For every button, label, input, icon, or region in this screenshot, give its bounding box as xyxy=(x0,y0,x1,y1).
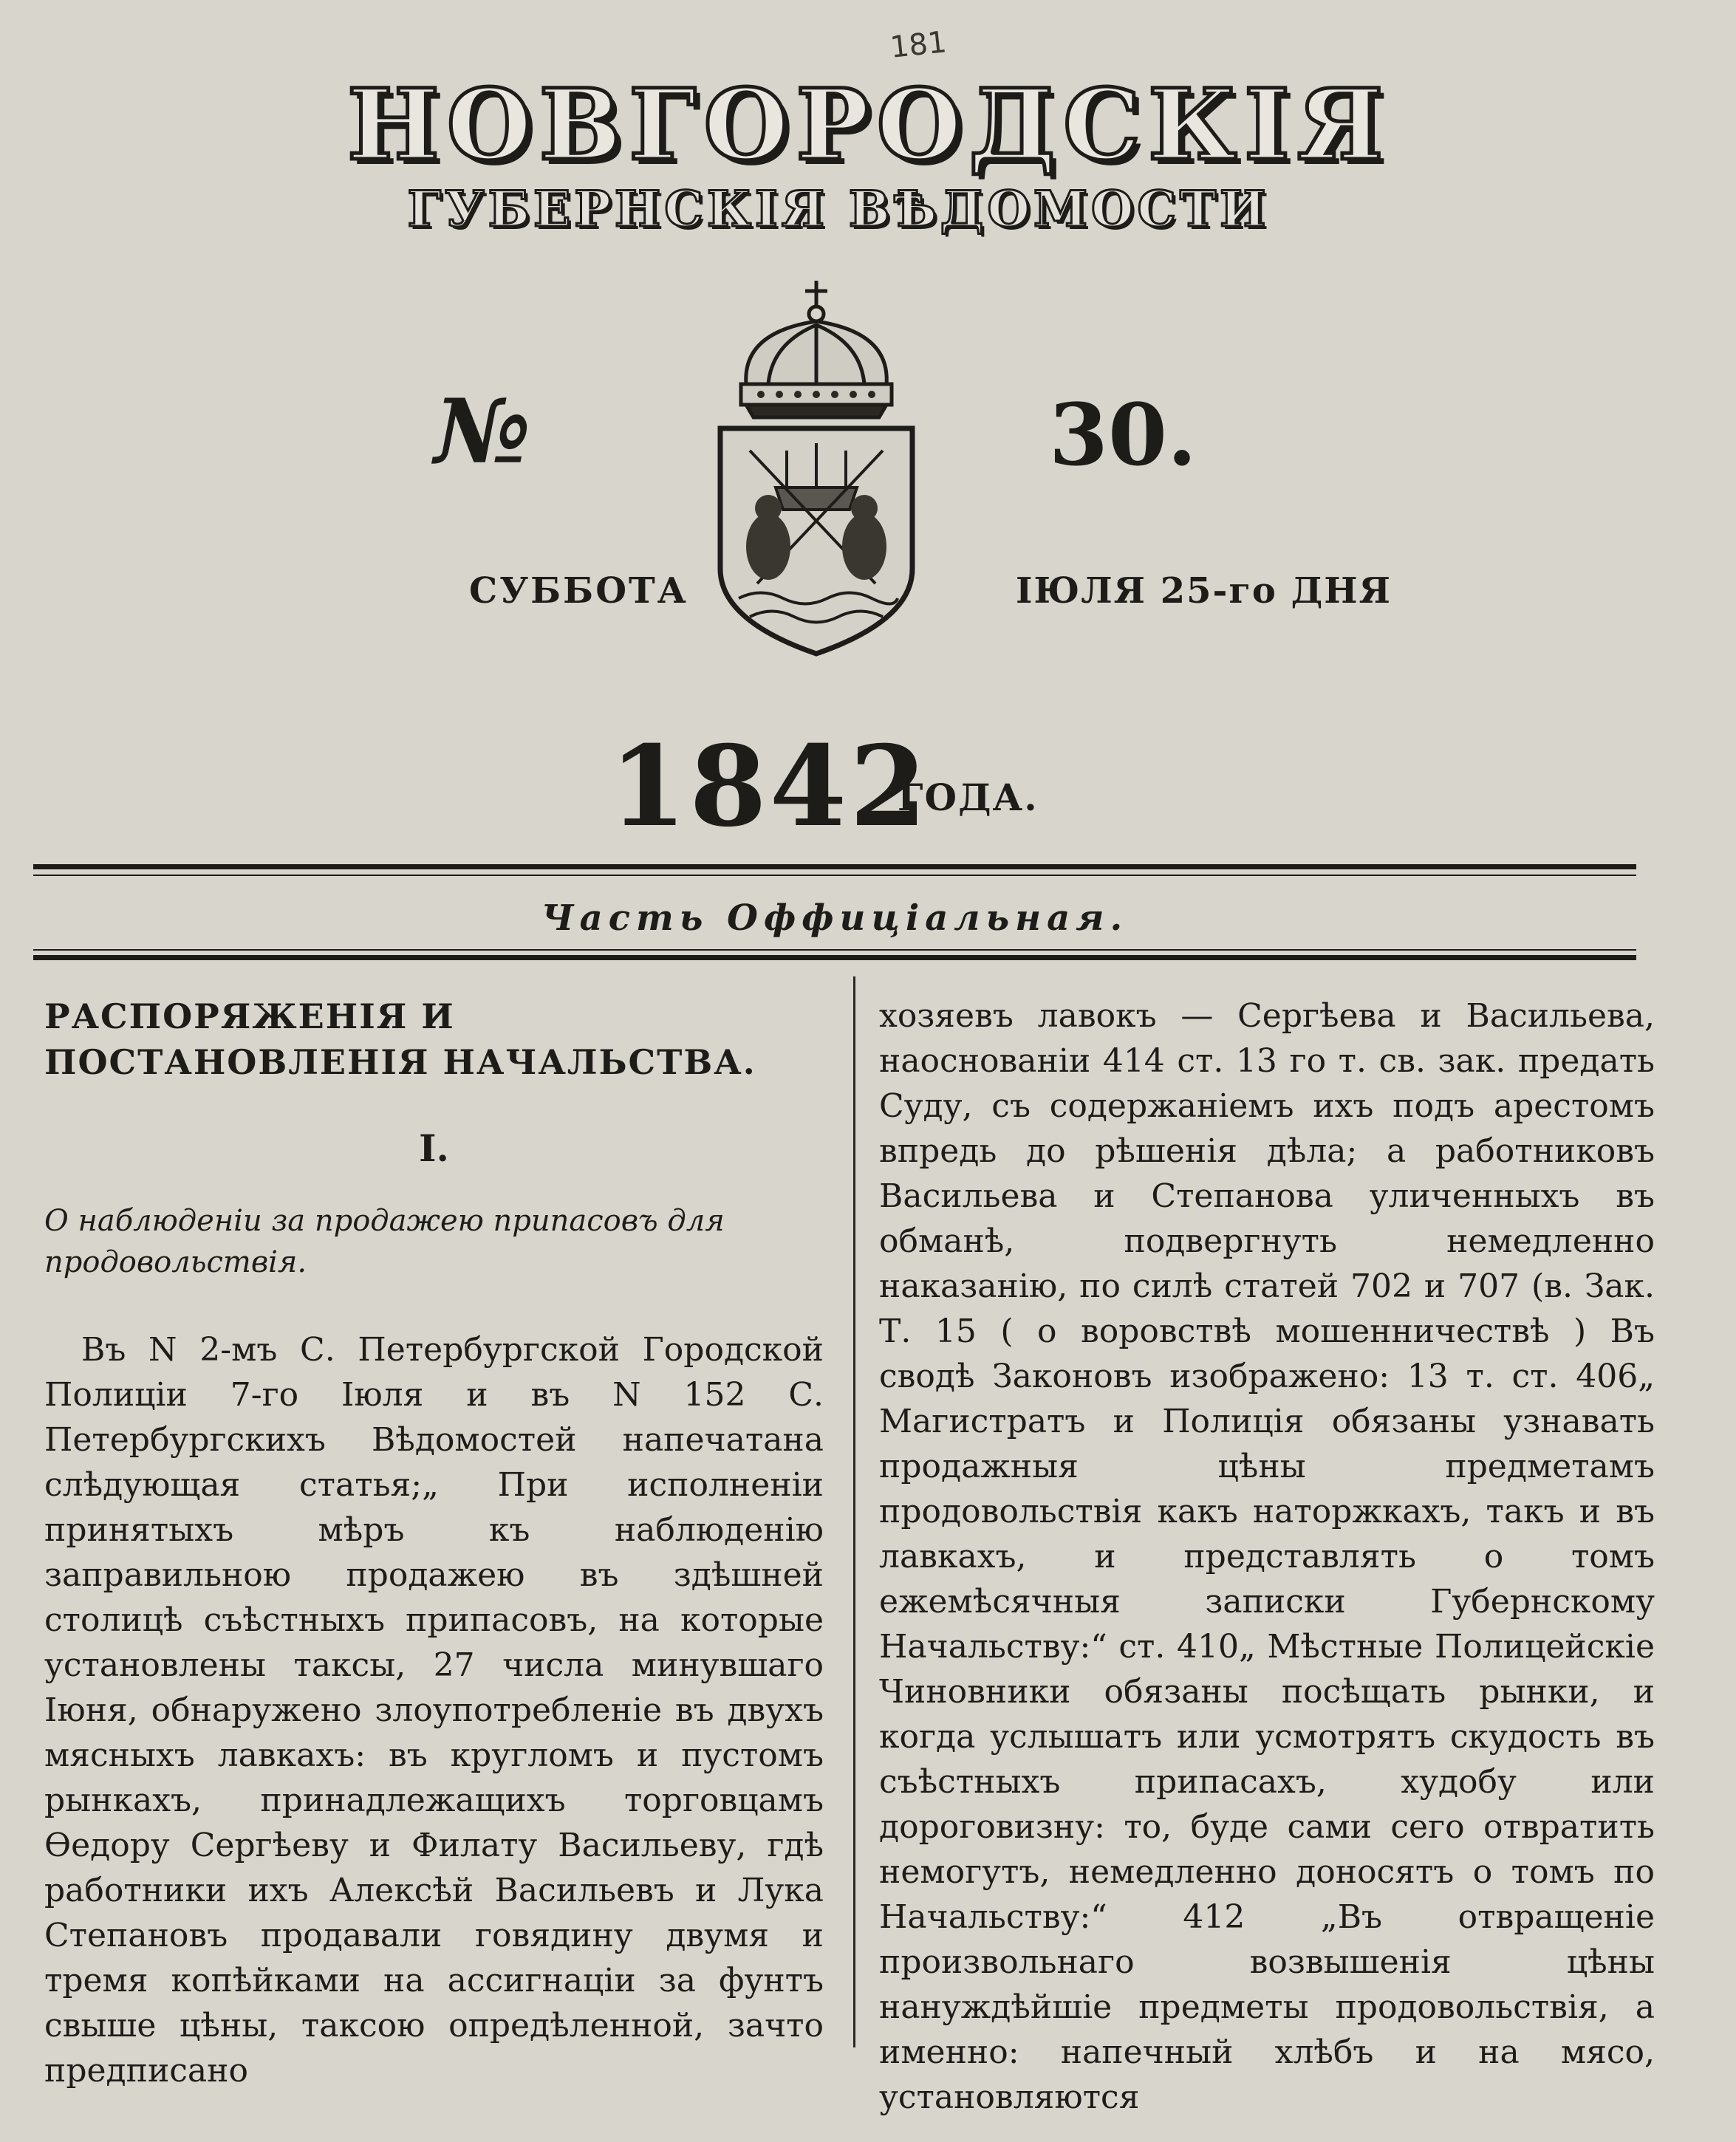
masthead-title: НОВГОРОДСКІЯ xyxy=(347,68,1391,182)
article-subheading: О наблюденіи за продажею припасовъ для продовольствія. xyxy=(44,1204,725,1279)
issue-date: ІЮЛЯ 25-го ДНЯ xyxy=(1016,570,1392,612)
article-heading: РАСПОРЯЖЕНІЯ И ПОСТАНОВЛЕНІЯ НАЧАЛЬСТВА. xyxy=(44,996,756,1082)
left-column xyxy=(44,993,824,2093)
issue-year: 1842 xyxy=(609,722,930,852)
top-rule xyxy=(33,864,1636,869)
article-text-right: хозяевъ лавокъ — Сергѣева и Васильева, наосновaніи 414 ст. 13 го т. св. зак. предать Суду, съ содержаніемъ ихъ подъ арестомъ впредь до рѣшенія дѣла; а работниковъ Васильева и Степанова уличенныхъ въ обманѣ, подвергнуть немедленно наказанію, по силѣ статей 702 и 707 (в. Зак. Т. 15 ( о воровствѣ мошенничествѣ ) Въ сводѣ Законовъ изображено: 13 т. ст. 406„ Магистратъ и Полиція обязаны узнавать продажныя цѣны предметамъ продовольствія какъ наторжкахъ, такъ и въ лавкахъ, и представлять о томъ ежемѣсячныя записки Губернскому Начальству:“ ст. 410„ Мѣстные Полицейскіе Чиновники обязаны посѣщать рынки, и когда услышатъ или усмотрятъ скудость въ съѣстныхъ припасахъ, худобу или дороговизну: то, буде сами сего отвратить немогутъ, немедленно доносятъ о томъ по Начальству:“ 412 „Въ отвращеніе произвольнаго возвышенія цѣны нануждѣйшіе предметы продовольствія, а именно: напечный хлѣбъ и на мясо, установляются xyxy=(879,997,1655,2116)
issue-weekday: СУББОТА xyxy=(469,570,688,612)
column-divider xyxy=(853,976,855,2047)
issue-year-suffix: ГОДА. xyxy=(898,776,1039,819)
article-text-left: Въ N 2-мъ С. Петербургской Городской Полиціи 7-го Іюля и въ N 152 С. Петербургскихъ Вѣдомостей напечатана слѣдующая статья;„ При исполненіи принятыхъ мѣръ къ наблюденію заправильною продажею въ здѣшней столицѣ съѣстныхъ припасовъ, на которые установлены таксы, 27 числа минувшаго Іюня, обнаружено злоупотребленіе въ двухъ мясныхъ лавкахъ: въ кругломъ и пустомъ рынкахъ, принадлежащихъ торговцамъ Ѳедору Сергѣеву и Филату Васильеву, гдѣ работники ихъ Алексѣй Васильевъ и Лука Степановъ продавали говядину двумя и тремя копѣйками на ассигнаціи за фунтъ свыше цѣны, таксою опредѣленной, зачто предписано xyxy=(44,1331,824,2090)
coat-of-arms-icon xyxy=(705,273,927,657)
issue-number: 30. xyxy=(1049,386,1197,485)
section-title: Часть Оффиціальная. xyxy=(541,897,1129,939)
bottom-rule-thin xyxy=(33,949,1636,951)
right-column xyxy=(879,993,1655,2120)
masthead-subtitle: ГУБЕРНСКІЯ ВѢДОМОСТИ xyxy=(407,180,1270,238)
handwritten-page-number: 181 xyxy=(888,25,949,65)
top-rule-thin xyxy=(33,875,1636,876)
issue-number-sign: № xyxy=(434,380,531,484)
article-number: I. xyxy=(419,1126,449,1170)
bottom-rule xyxy=(33,955,1636,960)
